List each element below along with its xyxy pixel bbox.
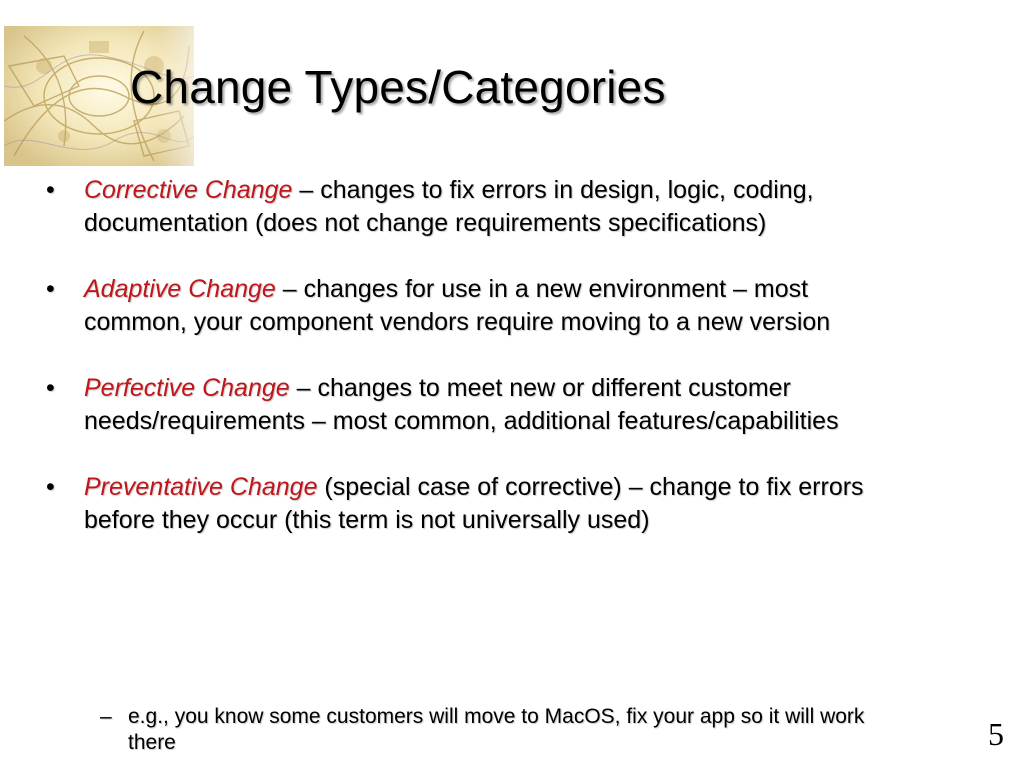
bullet-text: – changes to meet new or different customer needs/requirements – most common, additional features/capabilities: [84, 374, 839, 435]
bullet-dot: •: [46, 473, 55, 501]
bullet-text: – changes for use in a new environment – most common, your component vendors require moving to a new version: [84, 275, 831, 336]
slide-title: Change Types/Categories: [130, 61, 666, 113]
bullet-term: Corrective Change: [84, 176, 293, 204]
sub-bullet-dash: –: [100, 705, 112, 728]
bullet-list: [46, 174, 916, 570]
bullet-text: (special case of corrective) – change to fix errors before they occur (this term is not universally used): [84, 473, 864, 534]
bullet-term: Preventative Change: [84, 473, 318, 501]
bullet-dot: •: [46, 374, 55, 402]
bullet-text: – changes to fix errors in design, logic, coding, documentation (does not change requirements specifications): [84, 176, 814, 237]
bullet-item-adaptive-change: [46, 273, 916, 339]
sub-bullet-item: [100, 704, 918, 756]
bullet-dot: •: [46, 176, 55, 204]
bullet-item-preventative-change: [46, 471, 916, 537]
page-number: 5: [988, 716, 1004, 752]
bullet-item-corrective-change: [46, 174, 916, 240]
bullet-term: Perfective Change: [84, 374, 290, 402]
bullet-term: Adaptive Change: [84, 275, 276, 303]
bullet-dot: •: [46, 275, 55, 303]
sub-bullet-text: e.g., you know some customers will move to MacOS, fix your app so it will work there: [128, 705, 865, 754]
bullet-item-perfective-change: [46, 372, 916, 438]
